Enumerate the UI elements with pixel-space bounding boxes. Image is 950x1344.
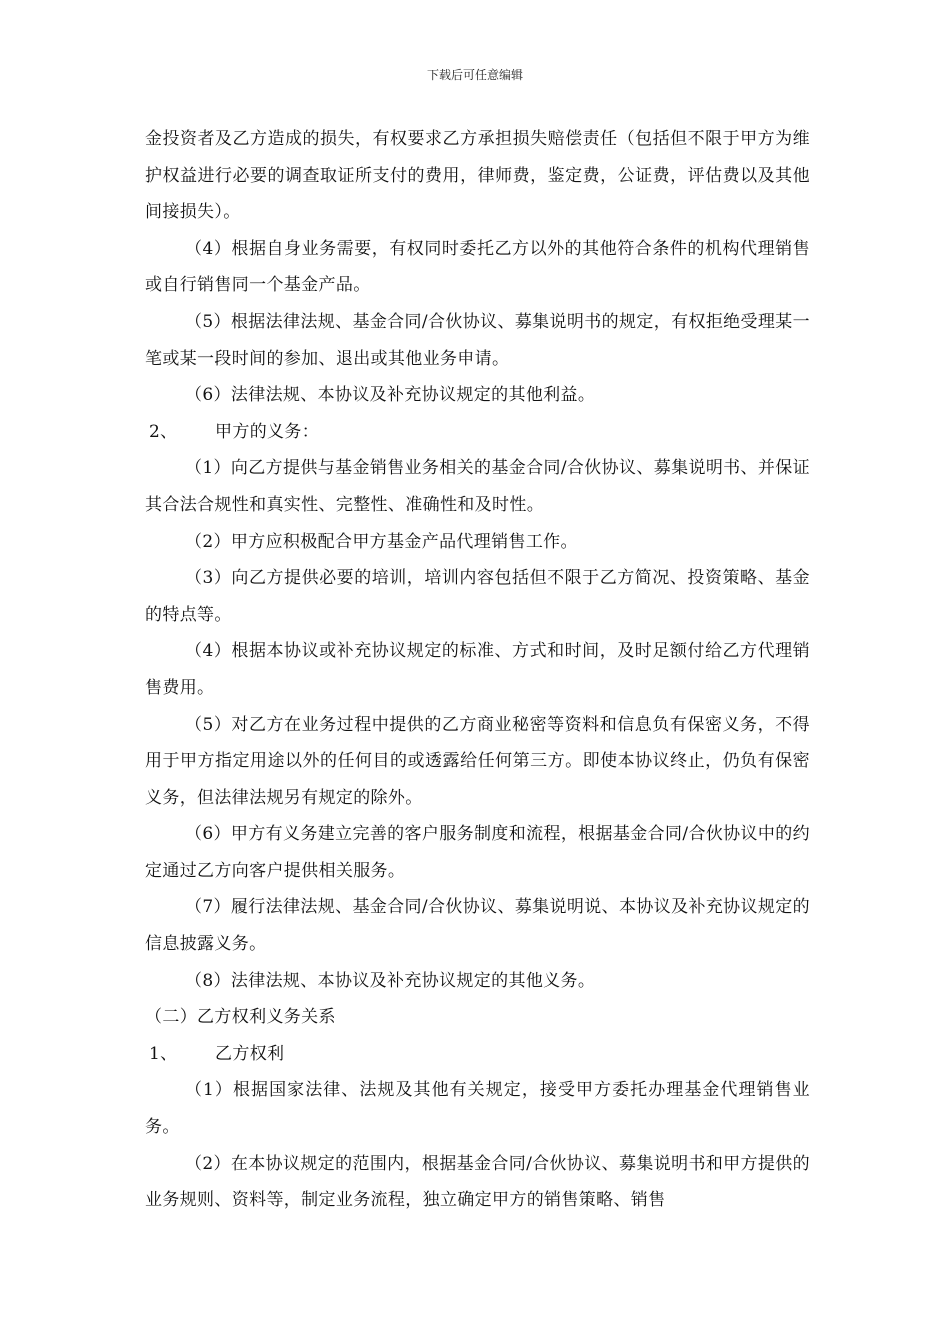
- page-header: 下载后可任意编辑: [426, 68, 523, 82]
- paragraph-obligation-5: （5）对乙方在业务过程中提供的乙方商业秘密等资料和信息负有保密义务，不得用于甲方指定用途以外的任何目的或透露给任何第三方。即使本协议终止，仍负有保密义务，但法律法规另有规定的除外。: [145, 714, 810, 808]
- paragraph-rights-5: （5）根据法律法规、基金合同/合伙协议、募集说明书的规定，有权拒绝受理某一笔或某一段时间的参加、退出或其他业务申请。: [145, 311, 810, 369]
- section-number: 2、: [149, 421, 178, 442]
- paragraph-obligation-7: （7）履行法律法规、基金合同/合伙协议、募集说明说、本协议及补充协议规定的信息披露义务。: [145, 897, 810, 955]
- section-heading-party-a-obligations: [145, 414, 810, 451]
- paragraph-b-rights-2: （2）在本协议规定的范围内，根据基金合同/合伙协议、募集说明书和甲方提供的业务规则、资料等，制定业务流程，独立确定甲方的销售策略、销售: [145, 1153, 810, 1211]
- paragraph-rights-6: （6）法律法规、本协议及补充协议规定的其他利益。: [185, 385, 596, 406]
- section-heading-party-b-rights: [145, 1036, 810, 1073]
- paragraph-obligation-2: （2）甲方应积极配合甲方基金产品代理销售工作。: [185, 531, 578, 552]
- paragraph-obligation-1: （1）向乙方提供与基金销售业务相关的基金合同/合伙协议、募集说明书、并保证其合法合规性和真实性、完整性、准确性和及时性。: [145, 458, 810, 515]
- paragraph-obligation-6: （6）甲方有义务建立完善的客户服务制度和流程，根据基金合同/合伙协议中的约定通过乙方向客户提供相关服务。: [145, 824, 810, 881]
- section-title: 乙方权利: [215, 1043, 285, 1064]
- paragraph-obligation-4: （4）根据本协议或补充协议规定的标准、方式和时间，及时足额付给乙方代理销售费用。: [145, 641, 810, 698]
- paragraph-obligation-3: （3）向乙方提供必要的培训，培训内容包括但不限于乙方简况、投资策略、基金的特点等。: [145, 568, 810, 625]
- paragraph-obligation-8: （8）法律法规、本协议及补充协议规定的其他义务。: [185, 970, 596, 991]
- section-title: 甲方的义务：: [215, 421, 320, 442]
- paragraph-rights-4: （4）根据自身业务需要，有权同时委托乙方以外的其他符合条件的机构代理销售或自行销售同一个基金产品。: [145, 238, 810, 296]
- paragraph-continuation: 金投资者及乙方造成的损失，有权要求乙方承担损失赔偿责任（包括但不限于甲方为维护权益进行必要的调查取证所支付的费用，律师费，鉴定费，公证费，评估费以及其他间接损失）。: [145, 129, 810, 223]
- section-heading-party-b: （二）乙方权利义务关系: [145, 1007, 336, 1028]
- paragraph-b-rights-1: （1）根据国家法律、法规及其他有关规定，接受甲方委托办理基金代理销售业务。: [145, 1080, 810, 1138]
- document-body: [145, 121, 810, 1219]
- section-number: 1、: [149, 1043, 178, 1064]
